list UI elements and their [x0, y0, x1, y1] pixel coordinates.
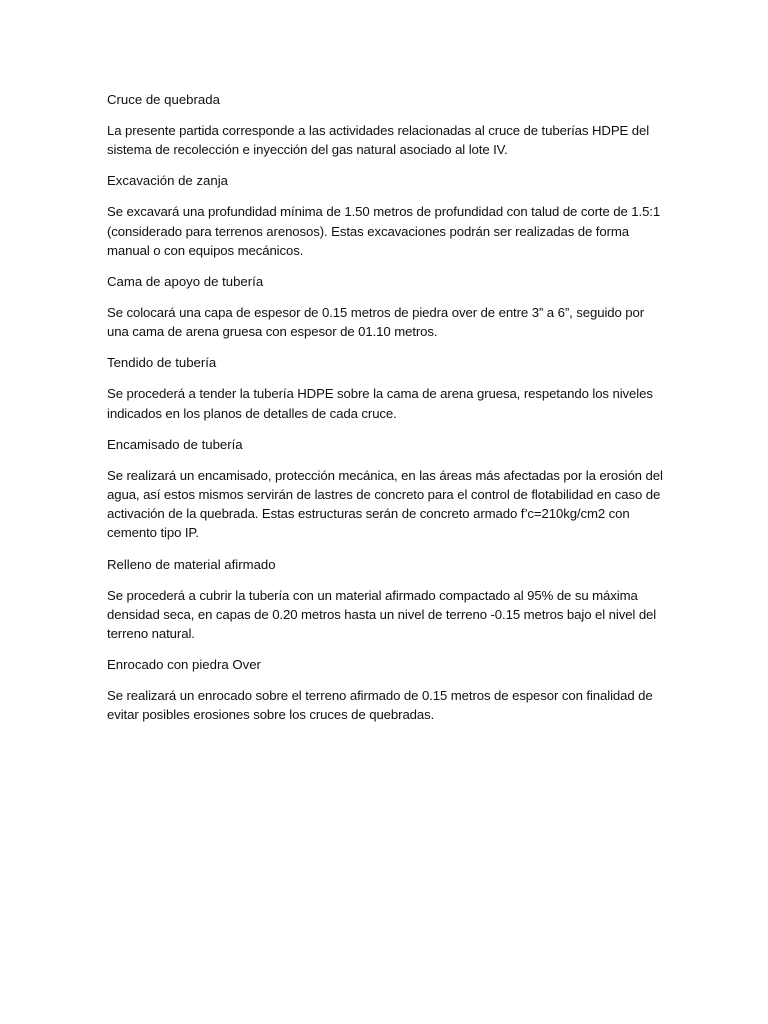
section-heading: Enrocado con piedra Over — [107, 657, 261, 673]
section-relleno-material-afirmado — [107, 555, 667, 644]
section-heading: Relleno de material afirmado — [107, 556, 276, 572]
section-heading: Cama de apoyo de tubería — [107, 274, 264, 290]
document-content — [107, 90, 667, 737]
section-heading: Tendido de tubería — [107, 355, 217, 371]
section-paragraph: Se realizará un encamisado, protección mecánica, en las áreas más afectadas por la erosión del agua, así estos mismos servirán de lastres de concreto para el control de flotabilidad en caso de activación de la quebrada. Estas estructuras serán de concreto armado f’c=210kg/cm2 con cemento tipo IP. — [107, 467, 663, 541]
section-tendido-de-tuberia — [107, 353, 667, 422]
section-cama-de-apoyo — [107, 272, 667, 341]
section-paragraph: Se procederá a tender la tubería HDPE sobre la cama de arena gruesa, respetando los niveles indicados en los planos de detalles de cada cruce. — [107, 386, 653, 421]
section-paragraph: Se procederá a cubrir la tubería con un material afirmado compactado al 95% de su máxima densidad seca, en capas de 0.20 metros hasta un nivel de terreno -0.15 metros bajo el nivel del terreno natural. — [107, 587, 657, 642]
section-paragraph: Se colocará una capa de espesor de 0.15 metros de piedra over de entre 3” a 6”, seguido por una cama de arena gruesa con espesor de 01.10 metros. — [107, 305, 645, 340]
section-encamisado-de-tuberia — [107, 435, 667, 543]
section-paragraph: Se excavará una profundidad mínima de 1.50 metros de profundidad con talud de corte de 1.5:1 (considerado para terrenos arenosos). Estas excavaciones podrán ser realizadas de forma manual o con equipos mecánicos. — [107, 204, 661, 258]
section-cruce-de-quebrada — [107, 90, 667, 159]
section-heading: Excavación de zanja — [107, 173, 228, 189]
section-enrocado-piedra-over — [107, 655, 667, 724]
section-heading: Cruce de quebrada — [107, 92, 220, 107]
section-paragraph: Se realizará un enrocado sobre el terreno afirmado de 0.15 metros de espesor con finalidad de evitar posibles erosiones sobre los cruces de quebradas. — [107, 688, 653, 723]
section-excavacion-de-zanja — [107, 171, 667, 260]
section-paragraph: La presente partida corresponde a las actividades relacionadas al cruce de tuberías HDPE del sistema de recolección e inyección del gas natural asociado al lote IV. — [107, 123, 650, 158]
section-heading: Encamisado de tubería — [107, 436, 243, 452]
